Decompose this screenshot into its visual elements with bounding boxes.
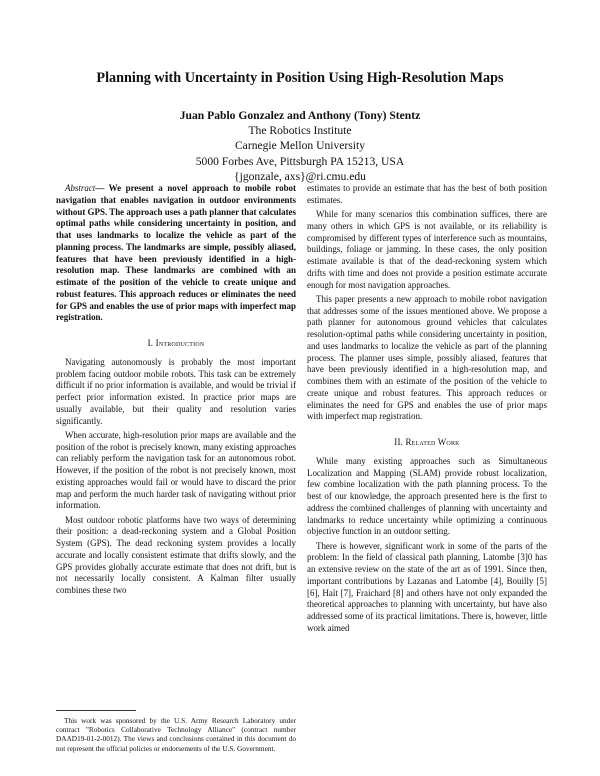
author-names: Juan Pablo Gonzalez and Anthony (Tony) Stentz	[179, 109, 421, 122]
paragraph-continuation: estimates to provide an estimate that has the best of both position estimates.	[307, 183, 547, 205]
paragraph: There is however, significant work in some of the parts of the problem: In the field of classical path planning, Latombe [3]0 has an extensive review on the state of the art as of 1991. Since then, important contributions by Lazanas and Latombe [4], Bouilly [5][6], Haït [7], Fraichard [8] and others have not only expanded the theoretical approaches to planning with uncertainty, but have also addressed some of its practical limitations. There is, however, little work aimed	[307, 540, 547, 633]
author-address: 5000 Forbes Ave, Pittsburgh PA 15213, USA	[195, 154, 405, 168]
paragraph: Navigating autonomously is probably the most important problem facing outdoor mobile robots. This task can be extremely difficult if no prior information is available, and would be trivial if perfect prior information existed. In practice prior maps are usually available, but their quality and resolution varies significantly.	[56, 356, 296, 426]
paragraph: While for many scenarios this combination suffices, there are many others in which GPS is not available, or its reliability is compromised by different types of interference such as mountains, buildings, foliage or jamming. In these cases, the only position estimate available is that of the dead-reckoning system which drifts with time and does not provide a position estimate accurate enough for most navigation approaches.	[307, 209, 547, 290]
left-column	[56, 183, 296, 599]
author-block	[0, 108, 600, 184]
abstract	[56, 183, 296, 324]
paragraph: This paper presents a new approach to mobile robot navigation that addresses some of the issues mentioned above. We propose a path planner for autonomous ground vehicles that calculates resolution-optimal paths while considering uncertainty in position, and uses landmarks to localize the vehicle as part of the planning process. The planner uses simple, possibly aliased, features that have been previously identified in a high-resolution map, and combines them with an estimate of the position of the vehicle to create unique and robust features. This approach reduces or eliminates the need for GPS and enables the use of prior maps with imperfect map registration.	[307, 293, 547, 422]
author-institute: The Robotics Institute	[248, 124, 352, 138]
footnote: This work was sponsored by the U.S. Army Research Laboratory under contract "Robotics Collaborative Technology Alliance" (contract number DAAD19-01-2-0012). The views and conclusions contained in this document do not represent the official policies or endorsements of the U.S. Government.	[56, 716, 296, 753]
right-column	[307, 183, 547, 637]
paper-title: Planning with Uncertainty in Position Using High-Resolution Maps	[96, 70, 504, 86]
author-email: {jgonzale, axs}@ri.cmu.edu	[234, 169, 366, 183]
abstract-text: — We present a novel approach to mobile robot navigation that enables navigation in outdoor environments without GPS. The approach uses a path planner that calculates optimal paths while considering uncertainty in position, and that uses landmarks to localize the vehicle as part of the planning process. The landmarks are simple, possibly aliased, features that have been previously identified in a high-resolution map. These landmarks are combined with an estimate of the position of the vehicle to create unique and robust features. This approach reduces or eliminates the need for GPS and enables the use of prior maps with imperfect map registration.	[56, 183, 296, 323]
section-heading-related-work: II. Related Work	[394, 437, 460, 447]
paragraph: When accurate, high-resolution prior maps are available and the position of the robot is precisely known, many existing approaches can reliably perform the navigation task for an autonomous robot. However, if the position of the robot is not precisely known, most existing approaches would fail or would have to discard the prior map and perform the much harder task of navigating without prior information.	[56, 429, 296, 511]
section-heading-introduction: I. Introduction	[147, 338, 205, 348]
paragraph: Most outdoor robotic platforms have two ways of determining their position: a dead-reckoning system and a Global Position System (GPS). The dead reckoning system provides a locally accurate and locally consistent estimate that drifts slowly, and the GPS provides globally accurate estimate that does not drift, but is not necessarily locally consistent. A Kalman filter usually combines these two	[56, 514, 296, 595]
paragraph: While many existing approaches such as Simultaneous Localization and Mapping (SLAM) provide robust localization, few combine localization with the path planning process. To the best of our knowledge, the approach presented here is the first to address the combined challenges of planning with uncertainty and landmarks to reduce uncertainty while optimizing a continuous objective function in an outdoor setting.	[307, 455, 547, 537]
footnote-rule	[56, 710, 136, 711]
author-university: Carnegie Mellon University	[234, 139, 366, 153]
abstract-label: Abstract	[65, 183, 96, 193]
